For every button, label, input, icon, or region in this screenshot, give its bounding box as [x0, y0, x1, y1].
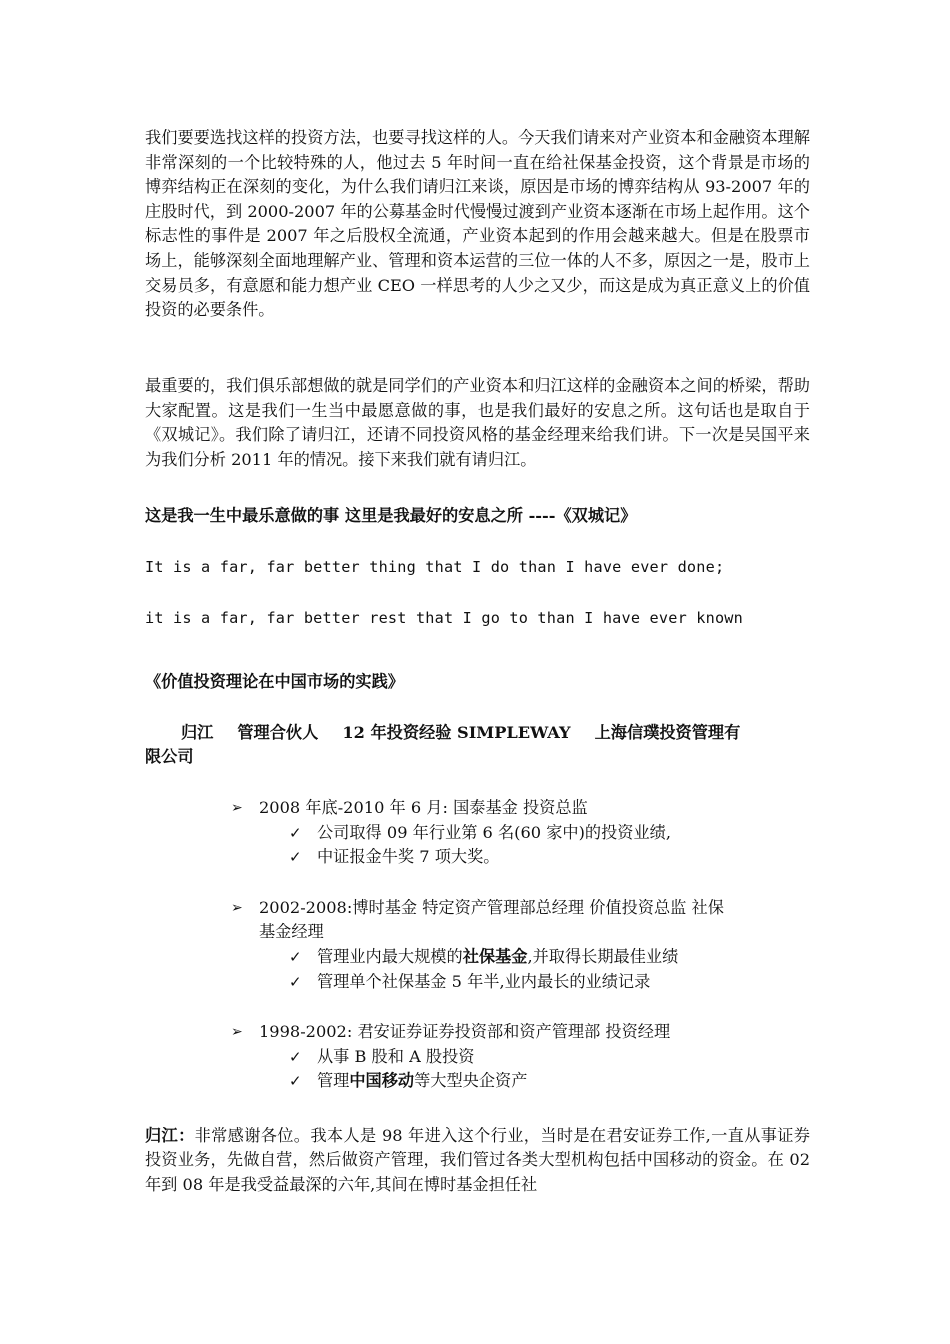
- quote-chinese: 这是我一生中最乐意做的事 这里是我最好的安息之所 ----《双城记》: [145, 506, 637, 526]
- achievement-item: [229, 845, 810, 870]
- achievement-item: [229, 945, 810, 970]
- speaker-role: 管理合伙人: [237, 722, 319, 742]
- career-block: [229, 1020, 810, 1094]
- talk-title: 《价值投资理论在中国市场的实践》: [145, 672, 404, 692]
- achievement-text: 中证报金牛奖 7 项大奖。: [317, 847, 500, 867]
- speaker-experience: 12 年投资经验 SIMPLEWAY: [342, 722, 571, 742]
- check-bullet-icon: ✓: [289, 972, 302, 991]
- check-bullet-icon: ✓: [289, 947, 302, 966]
- career-block: [229, 796, 810, 870]
- achievement-item: [229, 970, 810, 995]
- career-text: 1998-2002: 君安证券证券投资部和资产管理部 投资经理: [259, 1022, 671, 1042]
- speaker-name: 归江: [181, 722, 214, 742]
- career-text: 2008 年底-2010 年 6 月: 国泰基金 投资总监: [259, 797, 588, 817]
- document-page: [145, 126, 810, 1198]
- career-text: 2002-2008:博时基金 特定资产管理部总经理 价值投资总监 社保: [259, 897, 724, 917]
- speaker-company: 上海信璞投资管理有: [594, 722, 741, 742]
- club-paragraph: 最重要的，我们俱乐部想做的就是同学们的产业资本和归江这样的金融资本之间的桥梁，帮助大家配置。这是我们一生当中最愿意做的事，也是我们最好的安息之所。这句话也是取自于《双城记》。我们除了请归江，还请不同投资风格的基金经理来给我们讲。下一次是吴国平来为我们分析 2011 年的情况。接下来我们就有请归江。: [145, 376, 810, 469]
- speech-paragraph: [145, 1124, 810, 1198]
- check-bullet-icon: ✓: [289, 1072, 302, 1091]
- check-bullet-icon: ✓: [289, 1047, 302, 1066]
- speaker-company-cont: 限公司: [145, 747, 194, 767]
- achievement-highlight: 中国移动: [349, 1071, 415, 1091]
- achievement-text-tail: ,并取得长期最佳业绩: [527, 946, 679, 966]
- career-item: [229, 896, 810, 945]
- arrow-bullet-icon: ➢: [231, 899, 243, 916]
- achievement-highlight: 社保基金: [462, 946, 528, 966]
- achievement-text: 公司取得 09 年行业第 6 名(60 家中)的投资业绩,: [317, 822, 671, 842]
- career-text-cont: 基金经理: [259, 922, 324, 942]
- speech-speaker-label: 归江：: [145, 1125, 195, 1145]
- career-item: [229, 1020, 810, 1045]
- achievement-text-tail: 等大型央企资产: [414, 1071, 528, 1091]
- arrow-bullet-icon: ➢: [231, 1024, 243, 1041]
- check-bullet-icon: ✓: [289, 848, 302, 867]
- achievement-item: [229, 1045, 810, 1070]
- intro-paragraph: 我们要要选找这样的投资方法，也要寻找这样的人。今天我们请来对产业资本和金融资本理解非常深刻的一个比较特殊的人，他过去 5 年时间一直在给社保基金投资，这个背景是市场的博弈结构正在深刻的变化，为什么我们请归江来谈，原因是市场的博弈结构从 93-2007 年的庄股时代，到 2000-2007 年的公募基金时代慢慢过渡到产业资本逐渐在市场上起作用。这个标志性的事件是 2007 年之后股权全流通，产业资本起到的作用会越来越大。但是在股票市场上，能够深刻全面地理解产业、管理和资本运营的三位一体的人不多，原因之一是，股市上交易员多，有意愿和能力想产业 CEO 一样思考的人少之又少，而这是成为真正意义上的价值投资的必要条件。: [145, 128, 810, 320]
- speech-text: 非常感谢各位。我本人是 98 年进入这个行业，当时是在君安证券工作,一直从事证券投资业务，先做自营，然后做资产管理，我们管过各类大型机构包括中国移动的资金。在 02 年到 08 年是我受益最深的六年,其间在博时基金担任社: [145, 1125, 810, 1195]
- quote-english-line-2: it is a far, far better rest that I go to than I have ever known: [145, 608, 743, 627]
- achievement-text: 从事 B 股和 A 股投资: [317, 1046, 475, 1066]
- speaker-line: [145, 721, 810, 770]
- quote-english-line-1: It is a far, far better thing that I do than I have ever done;: [145, 557, 725, 576]
- arrow-bullet-icon: ➢: [231, 799, 243, 816]
- achievement-item: [229, 821, 810, 846]
- check-bullet-icon: ✓: [289, 823, 302, 842]
- achievement-text: 管理单个社保基金 5 年半,业内最长的业绩记录: [317, 971, 651, 991]
- career-block: [229, 896, 810, 994]
- achievement-text: 管理业内最大规模的: [317, 946, 463, 966]
- career-item: [229, 796, 810, 821]
- achievement-item: [229, 1069, 810, 1094]
- achievement-text: 管理: [317, 1071, 350, 1091]
